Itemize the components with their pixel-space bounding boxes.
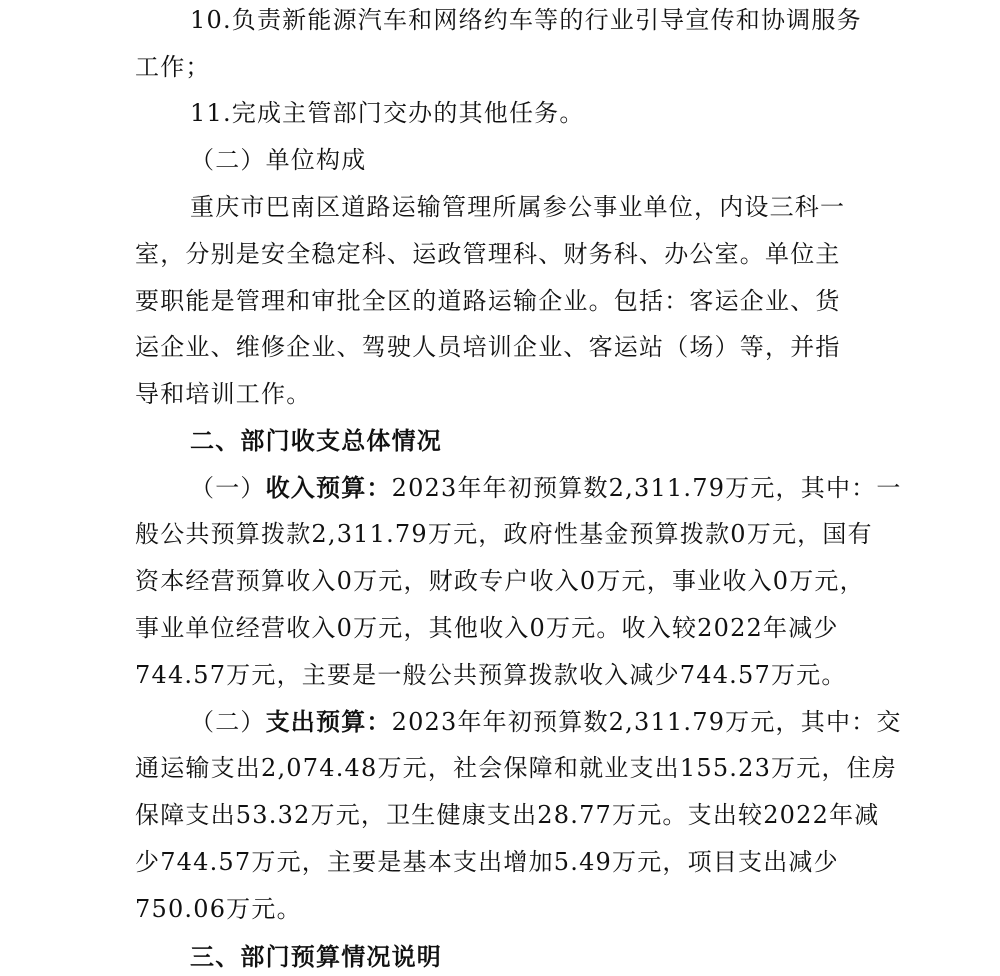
paren-label: （二）	[190, 708, 266, 736]
bold-label: 支出预算：	[265, 707, 392, 736]
text-line: 要职能是管理和审批全区的道路运输企业。包括：客运企业、货	[135, 287, 841, 315]
text-line: 10.负责新能源汽车和网络约车等的行业引导宣传和协调服务	[190, 6, 862, 34]
chapter-heading: 三、部门预算情况说明	[190, 942, 442, 971]
text-line: 般公共预算拨款2,311.79万元，政府性基金预算拨款0万元，国有	[135, 520, 873, 548]
text-line: 750.06万元。	[135, 895, 302, 923]
text-line: 资本经营预算收入0万元，财政专户收入0万元，事业收入0万元，	[135, 567, 865, 595]
text-line: 744.57万元，主要是一般公共预算拨款收入减少744.57万元。	[135, 661, 847, 689]
text-line: 运企业、维修企业、驾驶人员培训企业、客运站（场）等，并指	[135, 333, 841, 361]
text-segment: 2023年年初预算数2,311.79万元，其中：一	[391, 474, 902, 502]
paren-label: （一）	[190, 474, 266, 502]
text-line: 少744.57万元，主要是基本支出增加5.49万元，项目支出减少	[135, 848, 839, 876]
text-line	[190, 473, 902, 503]
text-line: 工作；	[135, 53, 211, 81]
text-line: 室，分别是安全稳定科、运政管理科、财务科、办公室。单位主	[135, 240, 841, 268]
text-line: 导和培训工作。	[135, 380, 312, 408]
text-line: 重庆市巴南区道路运输管理所属参公事业单位，内设三科一	[190, 193, 846, 221]
text-segment: 2023年年初预算数2,311.79万元，其中：交	[391, 708, 902, 736]
bold-label: 收入预算：	[265, 473, 392, 502]
text-line: 通运输支出2,074.48万元，社会保障和就业支出155.23万元，住房	[135, 754, 898, 782]
text-line: 保障支出53.32万元，卫生健康支出28.77万元。支出较2022年减	[135, 801, 880, 829]
text-line: 事业单位经营收入0万元，其他收入0万元。收入较2022年减少	[135, 614, 839, 642]
text-line	[190, 707, 902, 737]
chapter-heading: 二、部门收支总体情况	[190, 426, 442, 455]
section-heading: （二）单位构成	[190, 146, 367, 174]
text-line: 11.完成主管部门交办的其他任务。	[190, 99, 585, 127]
